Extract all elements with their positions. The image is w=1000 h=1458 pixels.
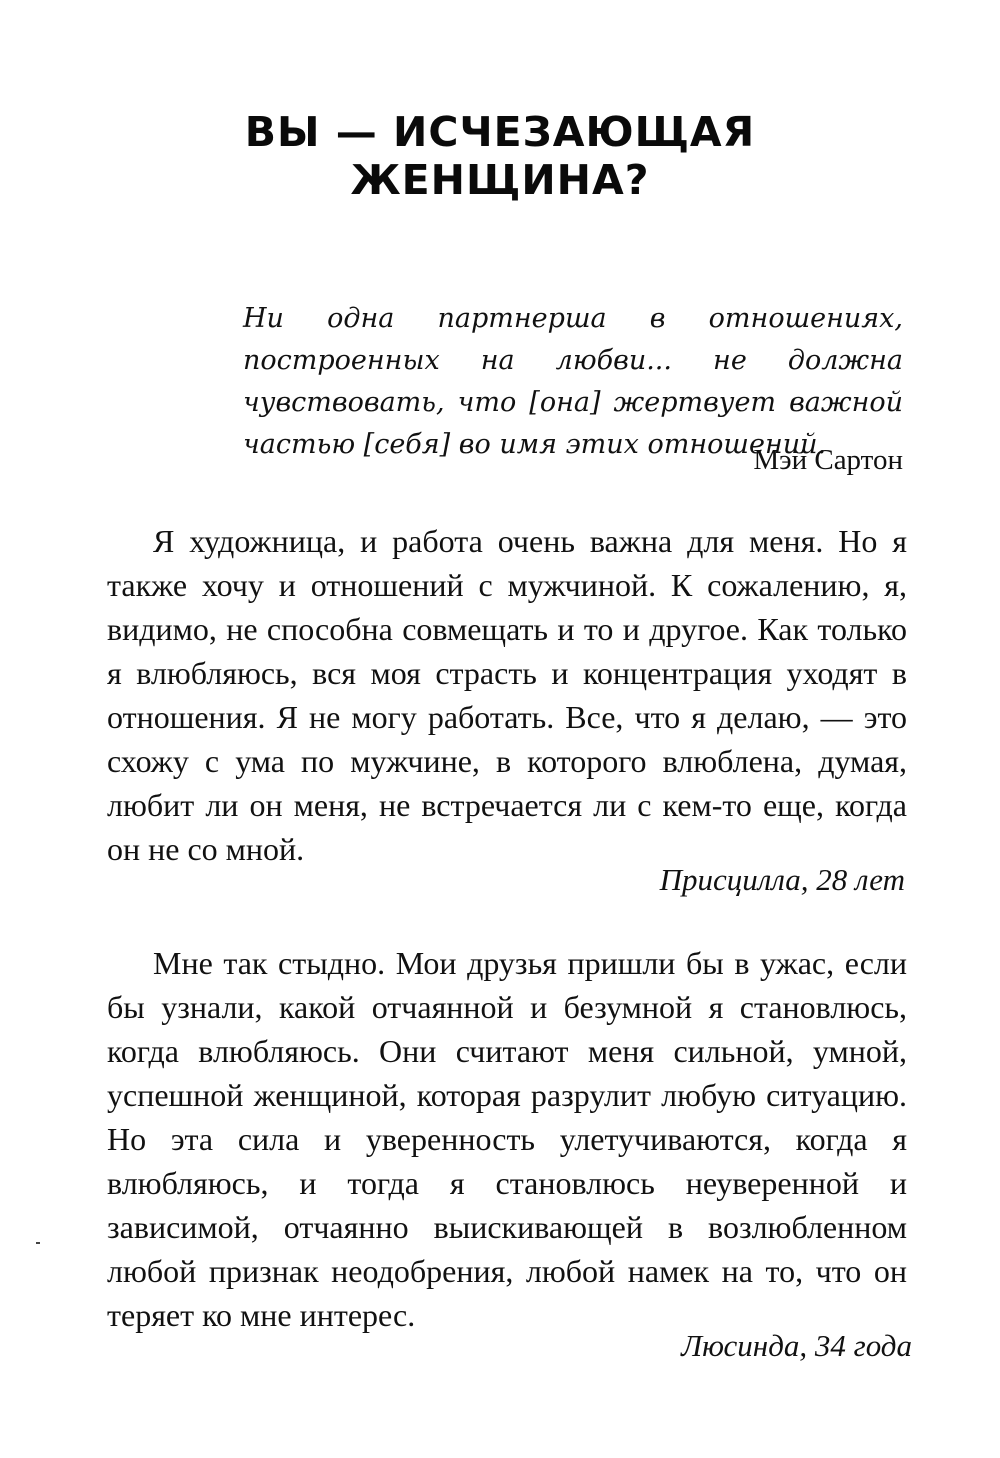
testimonial-signature: Люсинда, 34 года xyxy=(681,1328,912,1363)
scan-speck xyxy=(36,1242,40,1244)
chapter-title: ВЫ — ИСЧЕЗАЮЩАЯ ЖЕНЩИНА? xyxy=(244,108,756,204)
epigraph-author: Мэй Сартон xyxy=(753,444,903,476)
testimonial-paragraph: Я художница, и работа очень важна для меня. Но я также хочу и отношений с мужчиной. К сожалению, я, видимо, не способна совмещать и то и другое. Как только я влюбляюсь, вся моя страсть и концентрация уходят в отношения. Я не могу работать. Все, что я делаю, — это схожу с ума по мужчине, в которого влюблена, думая, любит ли он меня, не встречается ли с кем-то еще, когда он не со мной. xyxy=(107,523,907,867)
epigraph-text: Ни одна партнерша в отношениях, построенных на любви... не должна чувствовать, что [она] жертвует важной частью [себя] во имя этих отношений. xyxy=(243,303,903,460)
testimonial-paragraph: Мне так стыдно. Мои друзья пришли бы в ужас, если бы узнали, какой отчаянной и безумной я становлюсь, когда влюбляюсь. Они считают меня сильной, умной, успешной женщиной, которая разрулит любую ситуацию. Но эта сила и уверенность улетучиваются, когда я влюбляюсь, и тогда я становлюсь неуверенной и зависимой, отчаянно выискивающей в возлюбленном любой признак неодобрения, любой намек на то, что он теряет ко мне интерес. xyxy=(107,945,907,1333)
testimonial-signature: Присцилла, 28 лет xyxy=(659,862,905,897)
